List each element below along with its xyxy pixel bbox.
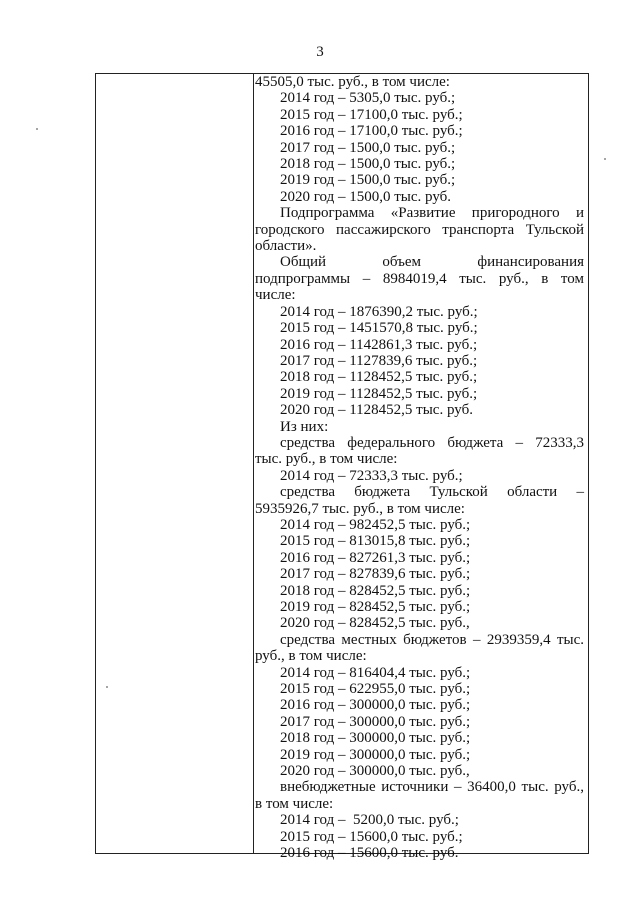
text-line: 2017 год – 300000,0 тыс. руб.; (280, 713, 471, 730)
document-table (95, 73, 589, 862)
text-line: 2015 год – 17100,0 тыс. руб.; (280, 106, 463, 123)
text-line: 2017 год – 1127839,6 тыс. руб.; (280, 352, 478, 369)
text-line: 2016 год – 1142861,3 тыс. руб.; (280, 336, 478, 353)
text-line: 2020 год – 1500,0 тыс. руб. (280, 188, 452, 205)
text-line: 2015 год – 813015,8 тыс. руб.; (280, 533, 471, 550)
text-line: 2018 год – 1500,0 тыс. руб.; (280, 156, 456, 173)
text-line: 2014 год – 72333,3 тыс. руб.; (280, 467, 463, 484)
text-line: 2014 год – 982452,5 тыс. руб.; (280, 516, 471, 533)
text-line: 2020 год – 300000,0 тыс. руб., (280, 763, 470, 780)
scan-speck (36, 128, 38, 130)
text-line: 2014 год – 816404,4 тыс. руб.; (280, 664, 471, 681)
text-line: подпрограммы – 8984019,4 тыс. руб., в том (255, 270, 584, 287)
text-line: 2015 год – 622955,0 тыс. руб.; (280, 681, 471, 698)
text-line: 2016 год – 300000,0 тыс. руб.; (280, 697, 471, 714)
text-line: средства бюджета Тульской области – (280, 484, 584, 501)
page-number: 3 (316, 44, 324, 60)
text-line: 2018 год – 828452,5 тыс. руб.; (280, 582, 471, 599)
text-line: 2020 год – 828452,5 тыс. руб., (280, 615, 470, 632)
scan-speck (106, 686, 108, 688)
text-line: 2018 год – 1128452,5 тыс. руб.; (280, 369, 478, 386)
text-line: 2016 год – 17100,0 тыс. руб.; (280, 123, 463, 140)
text-line: Подпрограмма «Развитие пригородного и (280, 205, 584, 222)
text-line: 2017 год – 1500,0 тыс. руб.; (280, 139, 456, 156)
text-line: 2016 год – 827261,3 тыс. руб.; (280, 549, 471, 566)
text-line: числе: (255, 287, 296, 304)
text-line: 5935926,7 тыс. руб., в том числе: (255, 500, 465, 517)
text-line: городского пассажирского транспорта Тульской (255, 221, 584, 238)
table-left-cell (96, 74, 254, 853)
text-line: тыс. руб., в том числе: (255, 451, 398, 468)
text-line: в том числе: (255, 795, 334, 812)
text-line: 45505,0 тыс. руб., в том числе: (255, 74, 450, 90)
text-line: 2015 год – 1451570,8 тыс. руб.; (280, 320, 478, 337)
text-line: 2019 год – 828452,5 тыс. руб.; (280, 599, 471, 615)
text-line: 2019 год – 1500,0 тыс. руб.; (280, 172, 456, 189)
text-line: Из них: (280, 418, 329, 435)
text-line: средства федерального бюджета – 72333,3 (280, 434, 584, 451)
text-line: средства местных бюджетов – 2939359,4 тыс. (280, 631, 584, 648)
text-line: 2020 год – 1128452,5 тыс. руб. (280, 402, 473, 419)
text-line: внебюджетные источники – 36400,0 тыс. руб., (280, 779, 584, 796)
text-line: 2019 год – 1128452,5 тыс. руб.; (280, 385, 478, 402)
text-line: 2019 год – 300000,0 тыс. руб.; (280, 746, 471, 763)
text-line: 2014 год – 1876390,2 тыс. руб.; (280, 303, 478, 320)
text-line: области». (255, 238, 317, 255)
text-line: Общий объем финансирования (280, 254, 584, 271)
text-line: 2016 год – 15600,0 тыс. руб. (280, 845, 459, 862)
text-line: 2018 год – 300000,0 тыс. руб.; (280, 730, 471, 747)
text-line: 2014 год – 5200,0 тыс. руб.; (280, 812, 459, 829)
scan-speck (604, 158, 606, 160)
text-line: 2015 год – 15600,0 тыс. руб.; (280, 828, 463, 845)
text-line: руб., в том числе: (255, 648, 367, 665)
table-right-cell (255, 74, 584, 862)
text-line: 2014 год – 5305,0 тыс. руб.; (280, 90, 456, 107)
text-line: 2017 год – 827839,6 тыс. руб.; (280, 566, 471, 583)
